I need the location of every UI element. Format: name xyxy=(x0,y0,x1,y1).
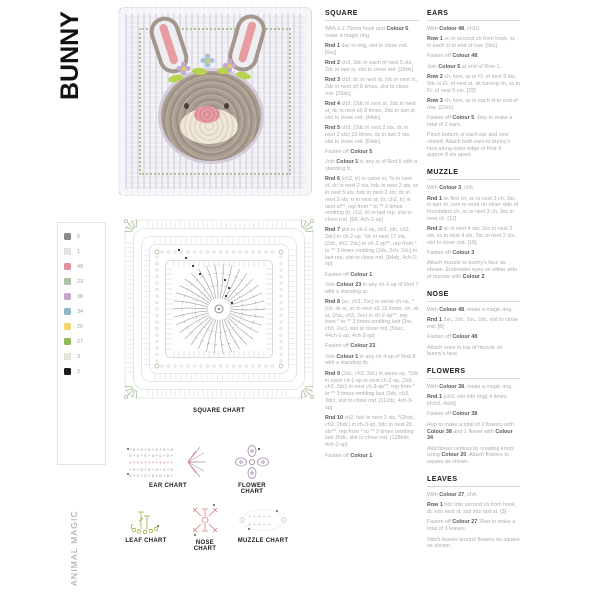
colour-number: 1 xyxy=(77,248,81,255)
instruction-paragraph: Fasten off Colour 38. xyxy=(427,411,479,418)
instruction-paragraph: With Colour 27, ch4. xyxy=(427,492,478,499)
instruction-section xyxy=(427,169,520,281)
colour-number: 2 xyxy=(77,368,81,375)
leaf-chart-block xyxy=(125,506,167,544)
instruction-paragraph: Rnd 1 6sc in ring, slst to close rnd. [6sc] xyxy=(325,43,408,56)
instruction-paragraph: Rnd 5 ch3, (2dc in next 2 sts, dc in next 2 sts) 10 times, dc in last 3 sts, slst to close rnd. [64dc] xyxy=(325,125,411,145)
instruction-paragraph: With Colour 38, make a magic ring. xyxy=(427,384,513,391)
colour-number: 27 xyxy=(77,338,84,345)
instruction-paragraph: Rnd 1 (ch3, slst into ring) 4 times. [4ch3, 4slst] xyxy=(427,394,508,408)
section-title: FLOWERS xyxy=(427,368,520,379)
instruction-section xyxy=(427,368,520,466)
colour-number: 5 xyxy=(77,233,81,240)
muzzle-chart xyxy=(236,504,290,536)
nose-chart-label: NOSE CHART xyxy=(193,540,217,552)
svg-text:o+o+o+o+o+o+: o+o+o+o+o+o+ xyxy=(129,474,175,479)
flower-chart-label: FLOWER CHART xyxy=(238,483,266,495)
instruction-paragraph: With Colour 48, make a magic ring. xyxy=(427,306,513,313)
instruction-paragraph: Pinch bottom of each ear and sew closed. Attach both ears to bunny's face along outer edge of Rnd 4, approx 8 sts apart. xyxy=(427,132,511,159)
bunny-eye-right xyxy=(224,103,229,109)
muzzle-chart-label: MUZZLE CHART xyxy=(237,538,289,544)
colour-swatch xyxy=(64,353,71,360)
instruction-paragraph: Fasten off Colour 27. Rep to make a total of 3 leaves. xyxy=(427,519,516,533)
instruction-paragraph: Rep to make a total of 2 flowers with Colour 38 and 1 flower with Colour 34. xyxy=(427,421,514,442)
instruction-paragraph: Join Colour 1 in any ch-3-sp of Rnd 8 with a standing dc. xyxy=(325,353,416,367)
colour-swatch xyxy=(64,368,71,375)
leaf-chart xyxy=(130,506,162,536)
svg-text:+++++: +++++ xyxy=(248,515,273,520)
svg-text:+o+o+o+o+o+o: +o+o+o+o+o+o xyxy=(129,448,175,453)
colour-number: 20 xyxy=(77,323,84,330)
instruction-paragraph: Row 1 hdc into second ch from hook, dc into next st, slst into last st. [3] xyxy=(427,502,517,516)
colour-swatch xyxy=(64,338,71,345)
flower-chart xyxy=(234,443,270,481)
instruction-section xyxy=(427,291,520,358)
instruction-paragraph: With Colour 48, ch10. xyxy=(427,26,481,32)
instruction-paragraph: Fasten off Colour 1. xyxy=(325,271,374,278)
instruction-paragraph: With a 2.75mm hook and Colour 5, make a magic ring. xyxy=(325,26,410,39)
instruction-paragraph: Add flower centres by creating knots using Colour 20. Attach flowers to square as shown. xyxy=(427,445,514,466)
instruction-paragraph: Rnd 4 ch3, (2dc in next st, 2dc in next st, dc in next st) 8 times, 3dc in last st, slst to close rnd. [44dc] xyxy=(325,101,417,121)
svg-text:+o+o+o+o+o+o: +o+o+o+o+o+o xyxy=(129,468,175,473)
instruction-paragraph: Stitch leaves around flowers on square as shown. xyxy=(427,536,520,550)
colour-swatch xyxy=(64,263,71,270)
colour-number: 38 xyxy=(77,293,84,300)
colour-key-item xyxy=(64,364,105,379)
colour-key-list xyxy=(64,229,105,379)
colour-swatch xyxy=(64,323,71,330)
svg-text:++++++++++++: ++++++++++++ xyxy=(129,461,175,466)
colour-key-item xyxy=(64,334,105,349)
colour-key xyxy=(57,222,106,465)
ear-chart-label: EAR CHART xyxy=(148,483,188,489)
instruction-paragraph: Fasten off Colour 1. xyxy=(325,452,374,459)
instruction-paragraph: Attach muzzle to bunny's face as shown. Embroider eyes on either side of muzzle with Colour 2. xyxy=(427,260,518,281)
instruction-paragraph: Row 3 ch, turn, sc in each st to end of row. [22sc] xyxy=(427,97,518,111)
instruction-paragraph: Rnd 7 slst in ch-2-sp, ch3, (dc, ch2, 2dc) in ch-2-sp, *dc in next 17 sts, (2dc, ch2, 2dc) in ch-2-sp**, rep from * to ** 3 times omitting (2dc, 2ch, 2dc) in last rep, slst to close rnd. [84dc, 4ch-2-sp] xyxy=(325,227,418,268)
instruction-paragraph: Fasten off Colour 23. xyxy=(325,343,377,350)
bunny-nose xyxy=(194,106,220,123)
instruction-paragraph: Rnd 2 ch3, 3dc in each of next 5 sts, 2dc in last st, slst to close rnd. [18dc] xyxy=(325,60,414,73)
instruction-paragraph: Fasten off Colour 48. xyxy=(427,53,479,60)
instruction-paragraph: Fasten off Colour 3. xyxy=(427,250,476,257)
instruction-section xyxy=(427,10,520,159)
instruction-paragraph: With Colour 3, ch6. xyxy=(427,185,475,192)
section-title: MUZZLE xyxy=(427,169,520,180)
bunny-square-photo xyxy=(118,7,312,196)
section-title: EARS xyxy=(427,10,520,21)
nose-chart-block xyxy=(184,502,226,552)
imprint-title: ANIMAL MAGIC xyxy=(69,510,79,586)
instruction-paragraph: Rnd 1 2sc, 2dc, 2sc, 2dc, slst to close rnd. [8] xyxy=(427,317,518,330)
instruction-paragraph: Rnd 9 (2dc, ch3, 3dc) in same sp, *2dc in each ch-1-sp to next ch-3-sp, (3dc, ch3, 3dc) in next ch-3-sp**, rep from * to ** 3 times omitting last (3dc, ch3, 3dc), slst to close rnd. [112dc, 4ch-3-sp] xyxy=(325,370,419,411)
flower-chart-block xyxy=(232,443,272,495)
instruction-paragraph: Fasten off Colour 5. Rep to make a total of 2 ears. xyxy=(427,114,513,128)
colour-swatch xyxy=(64,248,71,255)
instruction-paragraph: Rnd 6 (ch2, tr) in same st, *tr in next st, dc in next 2 sts, hdc in next 2 sts, sc in next 5 sts, hdc in next 2 sts, dc in next 2 sts, tr in next st, (tr, ch2, tr) in next st**, rep from * to ** 3 times omitting (tr, ch2, tr) in last rep, slst to close rnd. [68, 4ch-2-sp] xyxy=(325,176,419,224)
section-title: LEAVES xyxy=(427,476,520,487)
colour-key-item xyxy=(64,229,105,244)
svg-text:o+o+o+o+o+o+: o+o+o+o+o+o+ xyxy=(129,454,175,459)
instruction-paragraph: Fasten off Colour 5. xyxy=(325,148,374,155)
colour-key-item xyxy=(64,274,105,289)
instruction-paragraph: Attach nose to top of muzzle on bunny's face. xyxy=(427,344,503,358)
instruction-paragraph: Rnd 2 sc in next 4 sts, 2sc in next 2 sts, sc in next 4 sts, 2sc in next 2 sts, slst to close rnd. [16] xyxy=(427,226,516,246)
square-chart-label: SQUARE CHART xyxy=(193,408,245,414)
colour-swatch xyxy=(64,293,71,300)
colour-number: 48 xyxy=(77,263,84,270)
square-chart-block xyxy=(122,217,316,414)
section-title: SQUARE xyxy=(325,10,419,21)
colour-swatch xyxy=(64,278,71,285)
colour-key-item xyxy=(64,289,105,304)
colour-key-item xyxy=(64,319,105,334)
crown-flower-blue xyxy=(204,57,211,64)
section-title: NOSE xyxy=(427,291,520,302)
crown-flower-lilac xyxy=(226,62,233,69)
instruction-paragraph: Row 2 ch, turn, sc in FL of next 8 sts, 5dc in FL of next st, sk turning ch, sc in FL of next 9 sts. [22] xyxy=(427,73,520,94)
instruction-paragraph: Row 1 sc in second ch from hook, sc in each st to end of row. [9sc] xyxy=(427,36,516,50)
instruction-paragraph: Rnd 1 sk first ch, sc in next 3 ch, 3sc in last ch, turn to work on other side of foundation ch, sc in next 3 ch, 3sc in next ch. [12] xyxy=(427,195,519,222)
colour-key-item xyxy=(64,304,105,319)
instruction-paragraph: Rnd 3 ch3, dc in next st, (dc in next st, 2dc in next st) 8 times, slst to close rnd. [26dc] xyxy=(325,77,417,97)
instructions-column-2 xyxy=(427,10,520,559)
page-title: BUNNY xyxy=(56,11,84,100)
leaf-chart-label: LEAF CHART xyxy=(125,538,167,544)
ear-chart xyxy=(126,443,210,481)
svg-text:+++++: +++++ xyxy=(248,523,273,528)
square-chart xyxy=(122,217,316,401)
colour-number: 23 xyxy=(77,278,84,285)
muzzle-chart-block xyxy=(234,504,292,544)
instruction-paragraph: Rnd 8 (sc, ch3, 2sc) in same ch-sp, *(ch, sk st, sc in next st) 10 times, ch, sk st, (2sc, ch3, 2sc) in ch-2-sp**, rep from * to ** 3 times omitting last (2sc, ch3, 2sc), slst to close rnd. [56sc, 44ch-1-sp, 4ch-3-sp] xyxy=(325,299,419,340)
instruction-paragraph: Fasten off Colour 48. xyxy=(427,334,479,341)
crown-flower-lilac xyxy=(180,65,187,72)
instructions-column-1 xyxy=(325,10,419,468)
colour-key-item xyxy=(64,259,105,274)
instruction-paragraph: Join Colour 1 in any st of Rnd 5 with a standing tr. xyxy=(325,159,418,173)
instruction-section xyxy=(427,476,520,550)
instruction-paragraph: Join Colour 23 in any ch-2-sp of Rnd 7 with a standing sc. xyxy=(325,282,419,295)
instruction-paragraph: Join Colour 5 at end of Row 1. xyxy=(427,63,502,70)
colour-number: 3 xyxy=(77,353,81,360)
instruction-paragraph: Rnd 10 ch2, hdc in next 2 sts, *(2hdc, ch2, 2hdc) in ch-3-sp, hdc in next 28 sts**, rep from * to ** 3 times omitting last 3hdc, slst to close rnd. [128hdc, 4ch-2-sp] xyxy=(325,415,416,449)
ear-chart-block xyxy=(124,443,212,489)
instruction-section xyxy=(325,10,419,459)
nose-chart xyxy=(186,502,224,538)
colour-swatch xyxy=(64,308,71,315)
colour-swatch xyxy=(64,233,71,240)
colour-number: 34 xyxy=(77,308,84,315)
bunny-eye-left xyxy=(184,103,189,109)
colour-key-item xyxy=(64,244,105,259)
colour-key-item xyxy=(64,349,105,364)
